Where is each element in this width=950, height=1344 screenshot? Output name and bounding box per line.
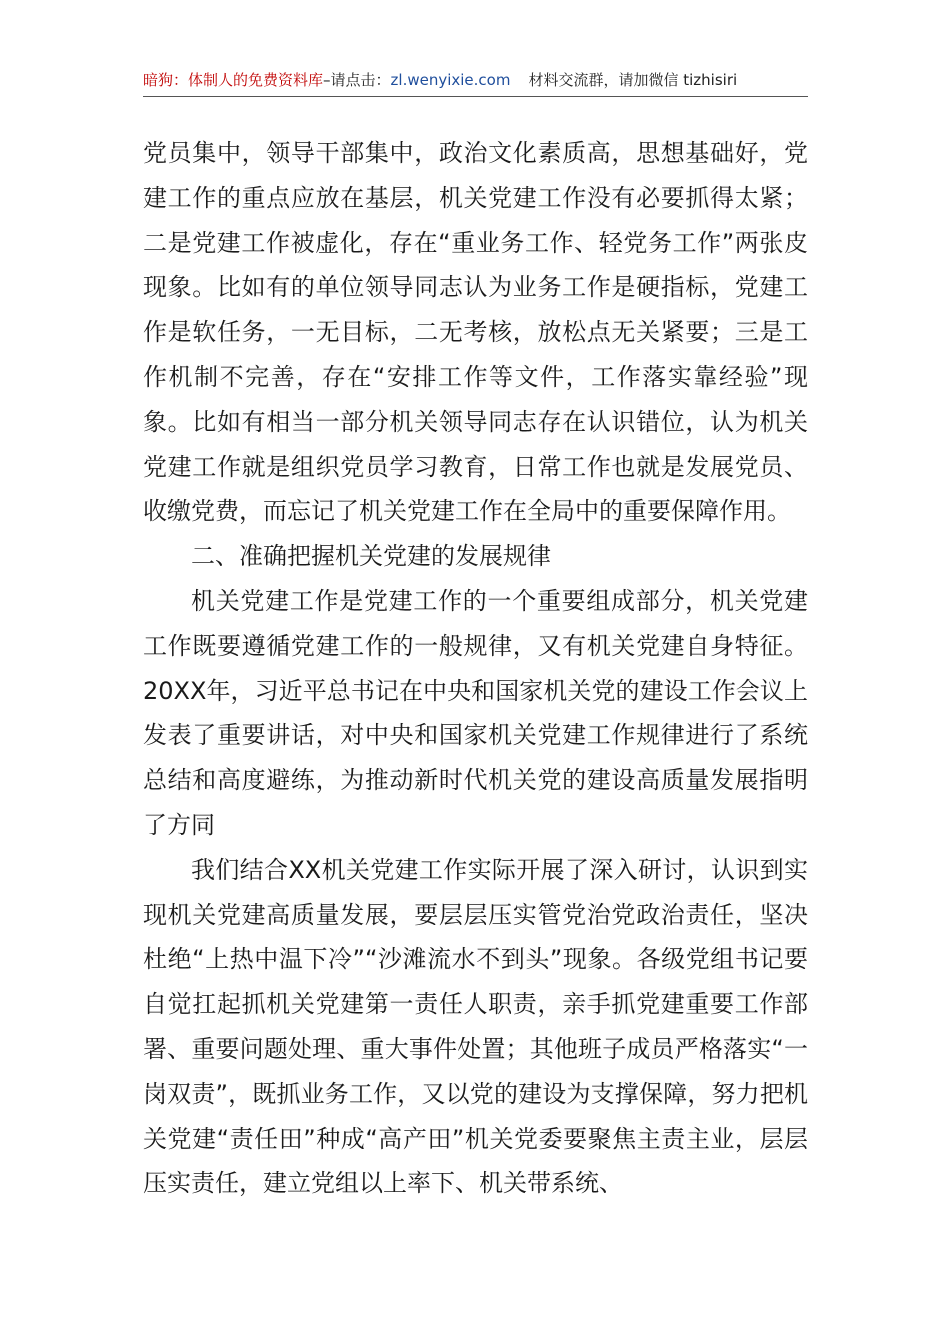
paragraph-continued: 党员集中，领导干部集中，政治文化素质高，思想基础好，党建工作的重点应放在基层，机关党建工作没有必要抓得太紧；二是党建工作被虚化，存在“重业务工作、轻党务工作”两张皮现象。比如有的单位领导同志认为业务工作是硬指标，党建工作是软任务，一无目标，二无考核，放松点无关紧要；三是工作机制不完善，存在“安排工作等文件，工作落实靠经验”现象。比如有相当一部分机关领导同志存在认识错位，认为机关党建工作就是组织党员学习教育，日常工作也就是发展党员、收缴党费，而忘记了机关党建工作在全局中的重要保障作用。 xyxy=(143,139,808,526)
header-url-link[interactable]: zl.wenyixie.com xyxy=(390,71,511,89)
header-click-label: –请点击： xyxy=(323,71,391,89)
paragraph: 机关党建工作是党建工作的一个重要组成部分，机关党建工作既要遵循党建工作的一般规律，又有机关党建自身特征。20XX年，习近平总书记在中央和国家机关党的建设工作会议上发表了重要讲话，对中央和国家机关党建工作规律进行了系统总结和高度避练，为推动新时代机关党的建设高质量发展指明了方同 xyxy=(143,586,808,839)
paragraph: 我们结合XX机关党建工作实际开展了深入研讨，认识到实现机关党建高质量发展，要层层压实管党治党政治责任，坚决杜绝“上热中温下冷”“沙滩流水不到头”现象。各级党组书记要自觉扛起抓机关党建第一责任人职责，亲手抓党建重要工作部署、重要问题处理、重大事件处置；其他班子成员严格落实“一岗双责”，既抓业务工作，又以党的建设为支撑保障，努力把机关党建“责任田”种成“高产田”机关党委要聚焦主责主业，层层压实责任，建立党组以上率下、机关带系统、 xyxy=(143,855,808,1198)
header-site-label: 暗狗：体制人的免费资料库 xyxy=(143,71,324,89)
page-header xyxy=(143,70,808,97)
section-heading: 二、准确把握机关党建的发展规律 xyxy=(191,542,551,571)
document-body xyxy=(143,131,808,1206)
header-group-label: 材料交流群，请加微信 tizhisiri xyxy=(528,71,738,89)
